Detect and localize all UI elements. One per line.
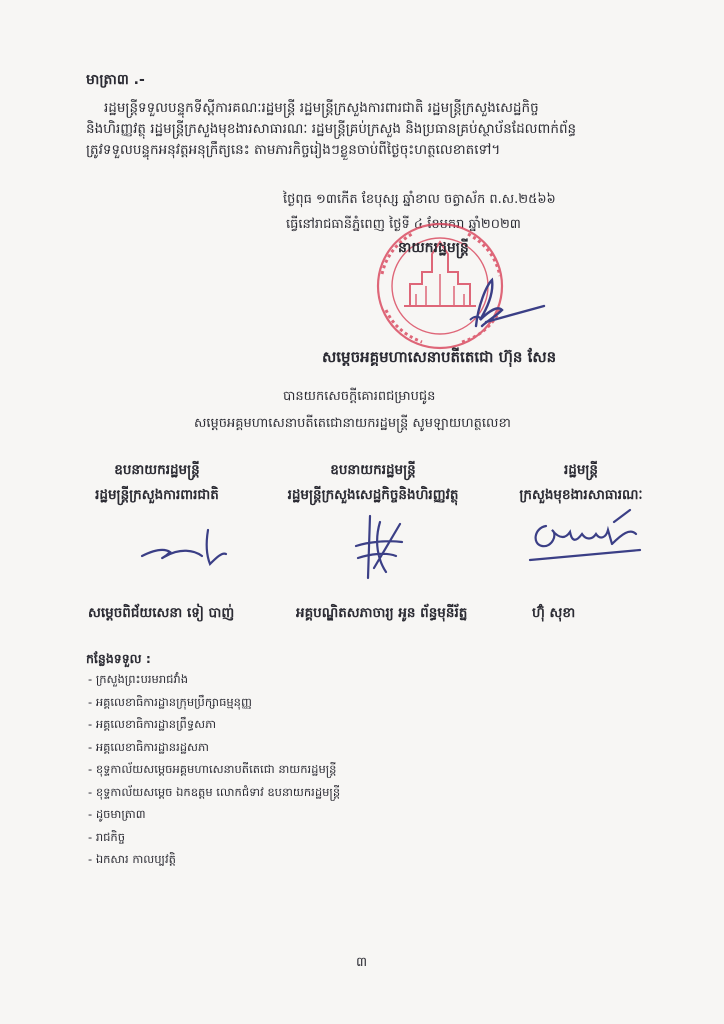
prime-minister-title: នាយករដ្ឋមន្ត្រី — [398, 240, 469, 256]
cosigner-title: ឧបនាយករដ្ឋមន្ត្រី — [330, 462, 416, 478]
cosigner-block-economy — [248, 458, 498, 508]
submission-line-1: បានយកសេចក្តីគោរពជម្រាបជូន — [283, 389, 436, 404]
recipient-item: - អគ្គលេខាធិការដ្ឋានរដ្ឋសភា — [88, 736, 340, 759]
article-paragraph — [86, 98, 661, 161]
recipient-item: - ខុទ្ទកាល័យសម្តេច ឯកឧត្តម លោកជំទាវ ឧបនាយករដ្ឋមន្ត្រី — [88, 781, 340, 804]
article-label: មាត្រា៣ .- — [86, 72, 145, 88]
cosigner-name: សម្តេចពិជ័យសេនា ទៀ បាញ់ — [88, 604, 235, 621]
lunar-date: ថ្ងៃពុធ ១៣កើត ខែបុស្ស ឆ្នាំខាល ចត្វាស័ក ព.ស.២៥៦៦ — [283, 192, 556, 207]
cosigner-block-defense — [62, 458, 252, 508]
recipients-list — [88, 668, 340, 871]
cosigner-signature-3 — [526, 504, 646, 568]
cosigner-name: ហ៊ុំ សុខា — [532, 604, 576, 621]
cosigner-signature-1 — [136, 522, 236, 572]
paragraph-line-3: ត្រូវទទួលបន្ទុកអនុវត្តអនុក្រឹត្យនេះ តាមភារកិច្ចរៀងៗខ្លួនចាប់ពីថ្ងៃចុះហត្ថលេខាតទៅ។ — [86, 142, 501, 158]
cosigner-title: ឧបនាយករដ្ឋមន្ត្រី — [114, 462, 200, 478]
cosigner-signature-2 — [344, 512, 414, 584]
recipient-item: - អគ្គលេខាធិការដ្ឋានព្រឹទ្ធសភា — [88, 713, 340, 736]
cosigner-block-civil-service — [490, 458, 672, 508]
paragraph-line-1: រដ្ឋមន្ត្រីទទួលបន្ទុកទីស្តីការគណៈរដ្ឋមន្ត្រី រដ្ឋមន្ត្រីក្រសួងការពារជាតិ រដ្ឋមន្ត្រីក្រសួងសេដ្ឋកិច្ច — [104, 100, 539, 116]
recipient-item: - ខុទ្ទកាល័យសម្តេចអគ្គមហាសេនាបតីតេជោ នាយករដ្ឋមន្ត្រី — [88, 758, 340, 781]
paragraph-line-2: និងហិរញ្ញវត្ថុ រដ្ឋមន្ត្រីក្រសួងមុខងារសាធារណៈ រដ្ឋមន្ត្រីគ្រប់ក្រសួង និងប្រធានគ្រប់ស្ថាប័នដែលពាក់ព័ន្ធ — [86, 121, 577, 137]
cosigner-title: រដ្ឋមន្ត្រី — [563, 462, 598, 478]
cosigner-name: អគ្គបណ្ឌិតសភាចារ្យ អូន ព័ន្ធមុនីរ័ត្ន — [296, 604, 468, 621]
gregorian-date: ធ្វើនៅរាជធានីភ្នំពេញ ថ្ងៃទី ៤ ខែមករា ឆ្នាំ២០២៣ — [286, 217, 521, 232]
recipient-item: - ក្រសួងព្រះបរមរាជវាំង — [88, 668, 340, 691]
cosigner-role: ក្រសួងមុខងារសាធារណៈ — [519, 487, 643, 503]
cosigner-role: រដ្ឋមន្ត្រីក្រសួងការពារជាតិ — [95, 487, 219, 503]
prime-minister-signature — [456, 276, 546, 336]
cosigner-role: រដ្ឋមន្ត្រីក្រសួងសេដ្ឋកិច្ចនិងហិរញ្ញវត្ថុ — [287, 487, 459, 503]
recipient-item: - ឯកសារ កាលប្បវត្តិ — [88, 848, 340, 871]
recipients-title: កន្លែងទទួល : — [86, 651, 151, 666]
prime-minister-name: សម្តេចអគ្គមហាសេនាបតីតេជោ ហ៊ុន សែន — [322, 348, 557, 366]
recipient-item: - អគ្គលេខាធិការដ្ឋានក្រុមប្រឹក្សាធម្មនុញ្ញ — [88, 691, 340, 714]
recipient-item: - ដូចមាត្រា៣ — [88, 803, 340, 826]
submission-line-2: សម្តេចអគ្គមហាសេនាបតីតេជោនាយករដ្ឋមន្ត្រី សូមឡាយហត្ថលេខា — [194, 416, 511, 431]
page-number: ៣ — [356, 955, 368, 970]
recipient-item: - រាជកិច្ច — [88, 826, 340, 849]
